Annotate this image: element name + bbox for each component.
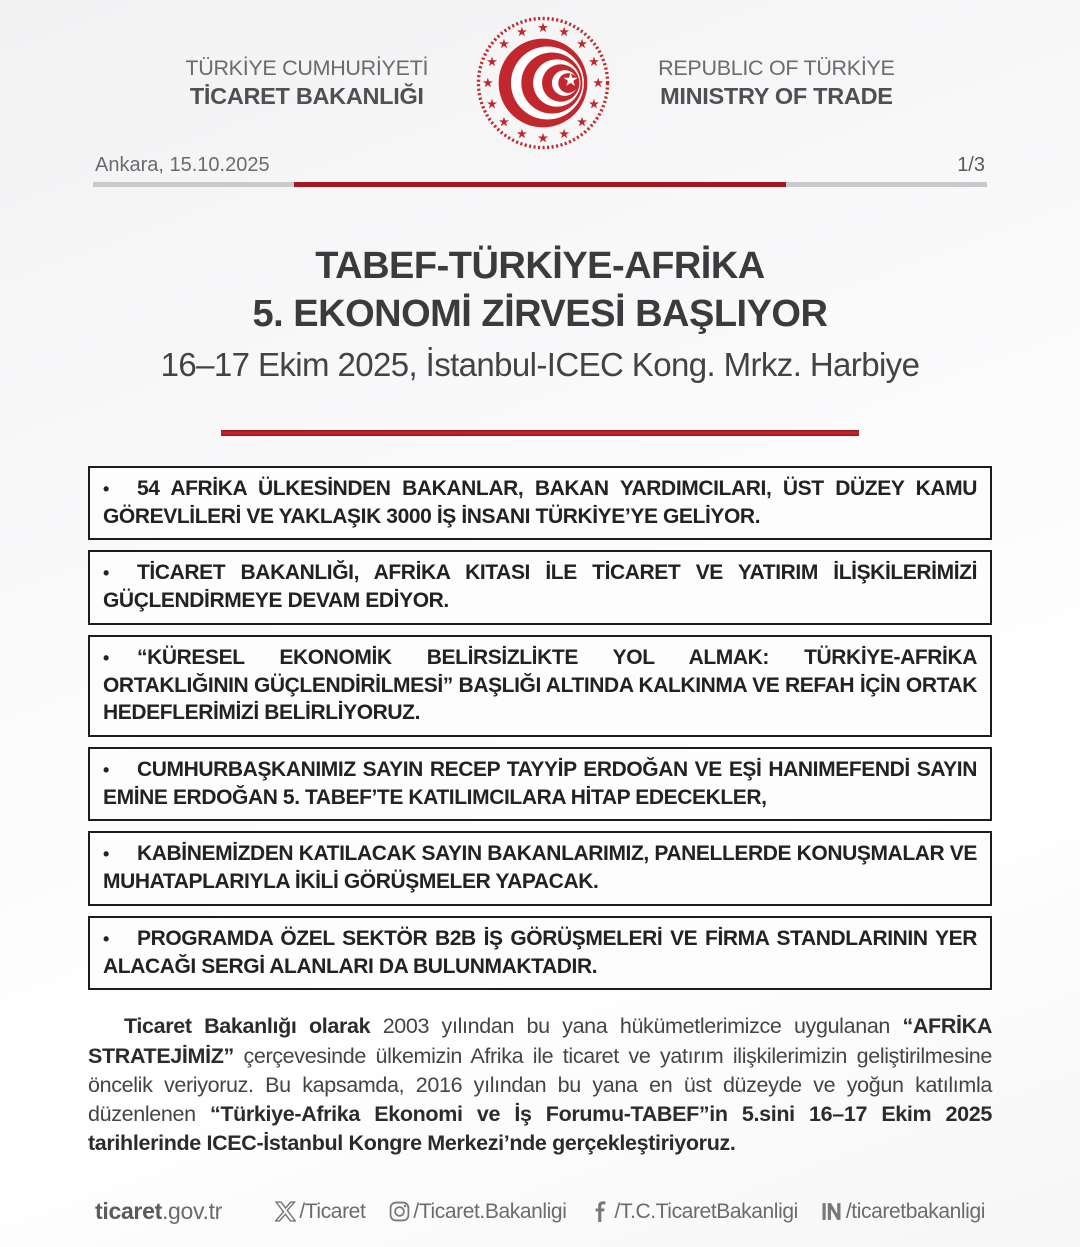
bullet-box-list bbox=[88, 466, 992, 990]
dateline: Ankara, 15.10.2025 bbox=[95, 154, 270, 176]
bullet-box-6 bbox=[88, 916, 992, 990]
facebook-icon bbox=[590, 1201, 611, 1222]
rule-segment-gray-right bbox=[786, 182, 987, 187]
website-url-rest: .gov.tr bbox=[161, 1198, 223, 1224]
instagram-icon bbox=[389, 1201, 410, 1222]
bullet-text: KABİNEMİZDEN KATILACAK SAYIN BAKANLARIMIZ, PANELLERDE KONUŞMALAR VE MUHATAPLARIYLA İKİLİ GÖRÜŞMELER YAPACAK. bbox=[103, 842, 977, 894]
paragraph-segment: Ticaret Bakanlığı olarak bbox=[124, 1014, 383, 1039]
social-handle: /Ticaret bbox=[299, 1199, 366, 1223]
social-link-instagram[interactable] bbox=[389, 1200, 566, 1224]
bullet-marker: • bbox=[103, 563, 109, 584]
paragraph-segment: “Türkiye-Afrika Ekonomi ve İş Forumu-TABEF”in 5.sini 16–17 Ekim 2025 tarihlerinde ICEC-İstanbul Kongre Merkezi’nde gerçekleştiriyoruz. bbox=[88, 1102, 992, 1156]
bullet-text: CUMHURBAŞKANIMIZ SAYIN RECEP TAYYİP ERDOĞAN VE EŞİ HANIMEFENDİ SAYIN EMİNE ERDOĞAN 5. TABEF’TE KATILIMCILARA HİTAP EDECEKLER, bbox=[103, 758, 977, 809]
rule-segment-red bbox=[294, 182, 786, 187]
meta-row bbox=[95, 154, 985, 177]
bullet-box-2 bbox=[88, 550, 992, 624]
bullet-box-1 bbox=[88, 466, 992, 540]
page-indicator: 1/3 bbox=[957, 154, 985, 176]
page-subtitle: 16–17 Ekim 2025, İstanbul-ICEC Kong. Mrkz. Harbiye bbox=[160, 346, 920, 383]
website-url-bold: ticaret bbox=[95, 1198, 162, 1224]
paragraph-segment: 2003 yılından bu yana hükümetlerimizce uygulanan bbox=[382, 1014, 903, 1039]
bullet-box-5 bbox=[88, 831, 992, 905]
paragraph-segment: “AFRİKA STRATEJİMİZ” bbox=[88, 1014, 992, 1068]
social-handle: /ticaretbakanligi bbox=[845, 1199, 985, 1223]
bullet-text: PROGRAMDA ÖZEL SEKTÖR B2B İŞ GÖRÜŞMELERİ VE FİRMA STANDLARININ YER ALACAĞI SERGİ ALANLARI DA BULUNMAKTADIR. bbox=[103, 926, 977, 978]
bullet-box-3 bbox=[88, 635, 992, 737]
bullet-text: TİCARET BAKANLIĞI, AFRİKA KITASI İLE TİCARET VE YATIRIM İLİŞKİLERİMİZİ GÜÇLENDİRMEYE DEVAM EDİYOR. bbox=[103, 561, 977, 613]
social-link-x[interactable] bbox=[275, 1200, 365, 1224]
bullet-text: “KÜRESEL EKONOMİK BELİRSİZLİKTE YOL ALMAK: TÜRKİYE-AFRİKA ORTAKLIĞININ GÜÇLENDİRİLMESİ” BAŞLIĞI ALTINDA KALKINMA VE REFAH İÇİN ORTAK HEDEFLERİMİZİ BELİRLİYORUZ. bbox=[103, 645, 977, 725]
social-links bbox=[275, 1200, 985, 1224]
page-title-line2: 5. EKONOMİ ZİRVESİ BAŞLIYOR bbox=[252, 292, 828, 335]
closing-paragraph bbox=[88, 1012, 992, 1158]
header bbox=[0, 0, 1080, 152]
bullet-marker: • bbox=[103, 928, 109, 949]
title-block bbox=[0, 243, 1080, 384]
rule-segment-gray-left bbox=[93, 182, 294, 187]
ministry-of-trade-emblem-icon bbox=[474, 14, 612, 152]
org-name-english bbox=[658, 55, 894, 111]
x-icon bbox=[275, 1201, 296, 1222]
org-name-turkish bbox=[185, 55, 428, 111]
page-title-line1: TABEF-TÜRKİYE-AFRİKA bbox=[315, 245, 765, 287]
bullet-marker: • bbox=[103, 479, 109, 499]
social-link-facebook[interactable] bbox=[590, 1200, 797, 1224]
paragraph-segment: çerçevesinde ülkemizin Afrika ile ticaret ve yatırım ilişkilerimizin geliştirilmesine öncelik veriyoruz. Bu kapsamda, 2016 yılından bu yana en üst düzeyde ve yoğun katılımla düzenlenen bbox=[88, 1043, 992, 1127]
social-handle: /T.C.TicaretBakanligi bbox=[614, 1199, 798, 1223]
bullet-marker: • bbox=[103, 647, 109, 668]
org-name-english-line1: REPUBLIC OF TÜRKİYE bbox=[658, 55, 895, 80]
org-name-turkish-line1: TÜRKİYE CUMHURİYETİ bbox=[185, 55, 429, 80]
title-divider bbox=[221, 430, 859, 436]
nsosyal-icon bbox=[822, 1201, 843, 1222]
footer bbox=[0, 1198, 1080, 1225]
bullet-marker: • bbox=[103, 844, 109, 865]
social-link-nsosyal[interactable] bbox=[822, 1200, 985, 1224]
header-rule bbox=[93, 182, 987, 187]
org-name-english-line2: MINISTRY OF TRADE bbox=[660, 82, 893, 109]
bullet-marker: • bbox=[103, 760, 109, 781]
bullet-text: 54 AFRİKA ÜLKESİNDEN BAKANLAR, BAKAN YARDIMCILARI, ÜST DÜZEY KAMU GÖREVLİLERİ VE YAKLAŞIK 3000 İŞ İNSANI TÜRKİYE’YE GELİYOR. bbox=[103, 477, 977, 528]
website-url[interactable] bbox=[95, 1198, 222, 1225]
bullet-box-4 bbox=[88, 747, 992, 821]
social-handle: /Ticaret.Bakanligi bbox=[413, 1199, 567, 1223]
org-name-turkish-line2: TİCARET BAKANLIĞI bbox=[189, 82, 424, 109]
